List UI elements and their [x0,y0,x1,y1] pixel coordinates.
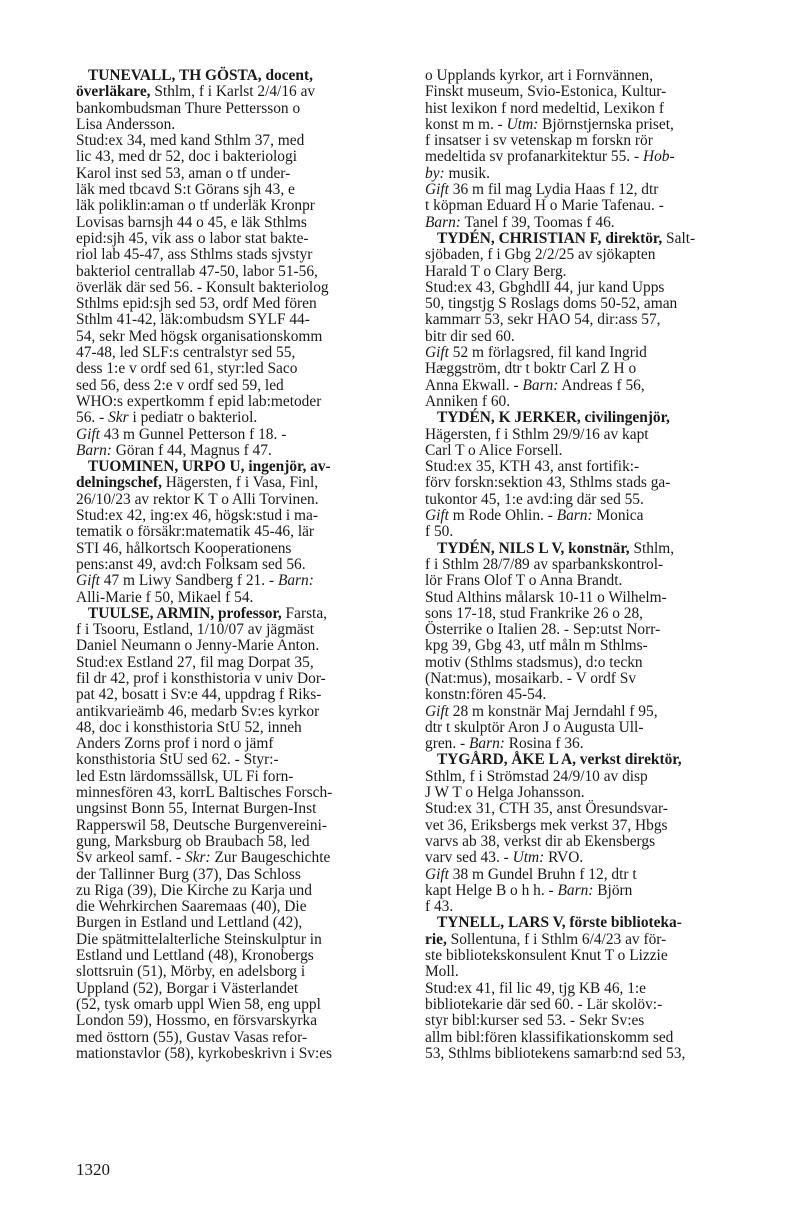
text-run: ste bibliotekskonsulent Knut T o Lizzie [425,947,668,965]
italic-label: Barn: [277,572,314,590]
text-run: lör Frans Olof T o Anna Brandt. [425,572,623,590]
entry-text-line [76,997,400,1013]
text-run: dtr t skulptör Aron J o Augusta Ull- [425,718,644,736]
italic-label: Gift [425,181,449,199]
entry-heading: TYDÉN, NILS L V, konstnär, [437,539,630,557]
entry-text-line [76,345,400,361]
entry-text-line [425,785,748,801]
entry-heading: TYDÉN, K JERKER, civilingenjör, [437,409,670,427]
text-run: pens:anst 49, avd:ch Folksam sed 56. [76,555,306,573]
text-run: med östtorn (55), Gustav Vasas refor- [76,1028,308,1046]
text-run: konsthistoria StU sed 62. - Styr:- [76,751,279,769]
text-run: 56. - [76,409,109,427]
entry-text-line [76,182,400,198]
entry-text-line [425,345,748,361]
text-run: 26/10/23 av rektor K T o Alli Torvinen. [76,490,319,508]
text-run: Burgen in Estland und Lettland (42), [76,914,303,932]
entry-text-line [425,117,748,133]
bold-term: rie, [425,930,447,948]
text-run: zu Riga (39), Die Kirche zu Karja und [76,881,312,899]
entry-text-line [425,671,748,687]
entry-text-line [425,801,748,817]
entry-text-line [425,149,748,165]
entry-text-line [425,1046,748,1062]
text-run: f insatser i sv vetenskap m forskn rör [425,132,653,150]
text-run: kapt Helge B o h h. - [425,881,558,899]
text-run: Stud:ex 31, CTH 35, anst Öresundsvar- [425,800,668,818]
text-run: Andreas f 56, [558,376,645,394]
text-run: Anders Zorns prof i nord o jämf [76,735,274,753]
entry-text-line [76,850,400,866]
entry-text-line [76,867,400,883]
entry-text-line [425,329,748,345]
text-run: Lovisas barnsjh 44 o 45, e läk Sthlms [76,213,307,231]
entry-text-line [425,182,748,198]
entry-text-line [425,427,748,443]
entry-text-line [425,590,748,606]
text-run: London 59), Hossmo, en försvarskyrka [76,1012,318,1030]
text-run: m Rode Ohlin. - [448,507,557,525]
text-run: Die spätmittelalterliche Steinskulptur in [76,930,322,948]
text-run: vet 36, Eriksbergs mek verkst 37, Hbgs [425,816,668,834]
entry-text-line [76,785,400,801]
entry-text-line [76,247,400,263]
entry-text-line [76,198,400,214]
text-run: 53, Sthlms bibliotekens samarb:nd sed 53, [425,1044,686,1062]
entry-text-line [425,264,748,280]
text-run: Finskt museum, Svio-Estonica, Kultur- [425,83,667,101]
entry-text-line [425,443,748,459]
text-run: Tanel f 39, Toomas f 46. [460,213,615,231]
text-run: i pediatr o bakteriol. [128,409,258,427]
entry-heading-tail: Salt- [662,229,696,247]
text-run: Hägersten, f i Vasa, Finl, [161,474,319,492]
entry-text-line [76,394,400,410]
entry-text-line [425,247,748,263]
text-run: 28 m konstnär Maj Jerndahl f 95, [448,702,658,720]
text-run: Stud:ex 41, fil lic 49, tjg KB 46, 1:e [425,979,647,997]
text-run: der Tallinner Burg (37), Das Schloss [76,865,301,883]
text-run: minnesfören 43, korrL Baltisches Forsch- [76,784,333,802]
italic-label: Gift [76,425,100,443]
entry-text-line [76,280,400,296]
text-run: Estland und Lettland (48), Kronobergs [76,947,314,965]
text-run: Daniel Neumann o Jenny-Marie Anton. [76,637,320,655]
text-run: Hägersten, f i Sthlm 29/9/16 av kapt [425,425,649,443]
entry-heading: TYDÉN, CHRISTIAN F, direktör, [437,229,663,247]
entry-text-line [425,166,748,182]
entry-text-line [425,475,748,491]
text-run: bitr dir sed 60. [425,327,515,345]
text-run: 47 m Liwy Sandberg f 21. - [99,572,278,590]
entry-text-line [425,312,748,328]
entry-text-line [76,590,400,606]
text-run: Sv arkeol samf. - [76,849,185,867]
entry-text-line [425,573,748,589]
text-run: Björn [593,881,633,899]
text-run: Anna Ekwall. - [425,376,523,394]
entry-text-line [76,149,400,165]
text-run: f i Tsooru, Estland, 1/10/07 av jägmäst [76,621,315,639]
entry-text-line [76,475,400,491]
text-run: Stud:ex 42, ing:ex 46, högsk:stud i ma- [76,507,318,525]
entry-heading-line [425,541,748,557]
italic-label: Skr: [185,849,211,867]
entry-text-line [425,948,748,964]
entry-text-line [76,215,400,231]
text-run: Stud Althins målarsk 10-11 o Wilhelm- [425,588,667,606]
text-run: hist lexikon f nord medeltid, Lexikon f [425,99,664,117]
text-run: Björnstjernska priset, [538,115,674,133]
italic-label: Utm: [512,849,545,867]
italic-label: Gift [425,865,449,883]
text-run: (Nat:mus), mosaikarb. - V ordf Sv [425,669,637,687]
entry-text-line [76,101,400,117]
text-run: Anniken f 60. [425,392,511,410]
entry-text-line [76,166,400,182]
entry-text-line [76,720,400,736]
text-run: die Wehrkirchen Saaremaas (40), Die [76,898,307,916]
text-run: musik. [444,164,490,182]
text-run: Zur Baugeschichte [210,849,331,867]
entry-text-line [76,883,400,899]
italic-label: Gift [76,572,100,590]
entry-heading-line [76,459,400,475]
entry-text-line [425,622,748,638]
text-run: varvs ab 38, verkst dir ab Ekensbergs [425,832,656,850]
entry-text-line [76,899,400,915]
text-run: Moll. [425,963,459,981]
entry-heading-line [425,915,748,931]
entry-text-line [425,492,748,508]
entry-text-line [425,394,748,410]
entry-heading: TUOMINEN, URPO U, ingenjör, av- [88,458,331,476]
text-run: motiv (Sthlms stadsmus), d:o teckn [425,653,643,671]
text-run: Stud:ex 43, GbghdlI 44, jur kand Upps [425,278,665,296]
entry-heading-line [425,752,748,768]
italic-label: Barn: [425,213,461,231]
text-run: Carl T o Alice Forsell. [425,441,563,459]
entry-text-line [76,312,400,328]
text-run: sed 56, dess 2:e v ordf sed 59, led [76,376,284,394]
text-run: styr bibl:kurser sed 53. - Sekr Sv:es [425,1012,645,1030]
text-run: bibliotekarie där sed 60. - Lär skolöv:- [425,995,663,1013]
text-run: Lisa Andersson. [76,115,176,133]
entry-text-line [425,655,748,671]
entry-text-line [425,932,748,948]
entry-text-line [76,801,400,817]
text-run: Göran f 44, Magnus f 47. [111,441,272,459]
entry-text-line [425,899,748,915]
entry-text-line [425,638,748,654]
text-run: gung, Marksburg ob Braubach 58, led [76,832,310,850]
entry-text-line [76,948,400,964]
page-number: 1320 [76,1160,110,1179]
entry-text-line [76,84,400,100]
entry-text-line [425,704,748,720]
text-run: varv sed 43. - [425,849,513,867]
entry-text-line [76,329,400,345]
entry-heading-line [76,68,400,84]
entry-text-line [425,1013,748,1029]
text-run: konst m m. - [425,115,507,133]
entry-text-line [425,850,748,866]
entry-text-line [425,720,748,736]
entry-text-line [76,443,400,459]
text-run: 47-48, led SLF:s centralstyr sed 55, [76,344,296,362]
text-run: Monica [592,507,644,525]
entry-text-line [76,981,400,997]
entry-text-line [76,264,400,280]
entry-text-line [76,736,400,752]
entry-text-line [425,557,748,573]
text-run: 36 m fil mag Lydia Haas f 12, dtr [448,181,659,199]
text-run: f i Sthlm 28/7/89 av sparbankskontrol- [425,555,664,573]
entry-text-line [425,68,748,84]
text-run: 52 m förlagsred, fil kand Ingrid [448,344,647,362]
biography-entry [76,68,400,459]
text-run: f 50. [425,523,454,541]
entry-heading: TUNEVALL, TH GÖSTA, docent, [88,67,313,84]
text-run: mationstavlor (58), kyrkobeskrivn i Sv:es [76,1044,333,1062]
text-run: Hæggström, dtr t boktr Carl Z H o [425,360,637,378]
entry-text-line [76,622,400,638]
entry-text-line [425,769,748,785]
entry-text-line [425,459,748,475]
text-run: J W T o Helga Johansson. [425,784,585,802]
entry-text-line [425,378,748,394]
text-run: (52, tysk omarb uppl Wien 58, eng uppl [76,995,321,1013]
text-run: kpg 39, Gbg 43, utf måln m Sthlms- [425,637,648,655]
biography-entry [425,231,748,410]
bold-term: delningschef, [76,474,162,492]
text-run: WHO:s expertkomm f epid lab:metoder [76,392,322,410]
entry-text-line [76,296,400,312]
entry-text-line [76,704,400,720]
entry-text-line [76,557,400,573]
text-run: Karol inst sed 53, aman o tf under- [76,164,291,182]
entry-text-line [425,280,748,296]
entry-text-line [76,508,400,524]
text-run: Rapperswil 58, Deutsche Burgenvereini- [76,816,328,834]
entry-text-line [76,932,400,948]
entry-heading-line [425,410,748,426]
biography-entry [425,410,748,540]
italic-label: Hob- [642,148,675,166]
entry-text-line [76,492,400,508]
text-run: sjöbaden, f i Gbg 2/2/25 av sjökapten [425,246,656,264]
entry-heading-line [76,606,400,622]
entry-text-line [425,198,748,214]
entry-heading-tail: Sthlm, [629,539,675,557]
entry-text-line [76,524,400,540]
entry-text-line [76,541,400,557]
text-run: 43 m Gunnel Petterson f 18. - [99,425,287,443]
italic-label: Barn: [557,881,594,899]
biography-entry [425,915,748,1062]
entry-text-line [76,1046,400,1062]
entry-text-line [425,818,748,834]
text-run: Sthlm 41-42, läk:ombudsm SYLF 44- [76,311,310,329]
entry-text-line [76,638,400,654]
entry-text-line [76,231,400,247]
entry-text-line [425,964,748,980]
entry-text-line [76,117,400,133]
entry-text-line [76,427,400,443]
entry-text-line [76,818,400,834]
italic-label: Skr [108,409,129,427]
italic-label: Barn: [76,441,112,459]
entry-text-line [76,915,400,931]
entry-text-line [76,687,400,703]
text-run: bankombudsman Thure Pettersson o [76,99,301,117]
entry-text-line [76,964,400,980]
text-run: Uppland (52), Borgar i Västerlandet [76,979,299,997]
entry-text-line [425,981,748,997]
entry-text-line [425,508,748,524]
text-run: lic 43, med dr 52, doc i bakteriologi [76,148,297,166]
italic-label: Barn: [556,507,593,525]
entry-text-line [76,834,400,850]
entry-text-line [425,997,748,1013]
text-run: riol lab 45-47, ass Sthlms stads sjvstyr [76,246,313,264]
text-run: 54, sekr Med högsk organisationskomm [76,327,323,345]
entry-text-line [76,133,400,149]
entry-text-line [76,361,400,377]
entry-text-line [76,671,400,687]
bold-term: överläkare, [76,83,151,101]
text-run: Sthlm, f i Strömstad 24/9/10 av disp [425,767,648,785]
entry-text-line [76,769,400,785]
entry-heading-line [425,231,748,247]
entry-text-line [425,867,748,883]
text-run: ungsinst Bonn 55, Internat Burgen-Inst [76,800,317,818]
text-run: förv forskn:sektion 43, Sthlms stads ga- [425,474,671,492]
entry-text-line [76,655,400,671]
entry-text-line [76,1013,400,1029]
text-run: 38 m Gundel Bruhn f 12, dtr t [448,865,637,883]
text-run: överläk där sed 56. - Konsult bakteriolog [76,278,329,296]
entry-text-line [76,573,400,589]
biography-entry [425,68,748,231]
text-run: läk poliklin:aman o tf underläk Kronpr [76,197,315,215]
entry-heading-tail: Farsta, [281,604,328,622]
biography-entry [76,606,400,1062]
biography-entry [425,541,748,753]
text-run: Harald T o Clary Berg. [425,262,567,280]
text-run: Sollentuna, f i Sthlm 6/4/23 av för- [446,930,667,948]
text-run: dess 1:e v ordf sed 61, styr:led Saco [76,360,298,378]
entry-heading: TYGÅRD, ÅKE L A, verkst direktör, [437,751,682,769]
entry-text-line [425,736,748,752]
entry-text-line [425,883,748,899]
italic-label: Utm: [506,115,539,133]
text-run: fil dr 42, prof i konsthistoria v univ Dor- [76,669,326,687]
italic-label: Barn: [522,376,559,394]
entry-text-line [425,296,748,312]
entry-text-line [76,378,400,394]
entry-text-line [76,752,400,768]
text-run: Stud:ex Estland 27, fil mag Dorpat 35, [76,653,314,671]
text-run: slottsruin (51), Mörby, en adelsborg i [76,963,306,981]
italic-label: Gift [425,507,449,525]
entry-text-line [425,84,748,100]
text-run: 50, tingstjg S Roslags doms 50-52, aman [425,295,678,313]
text-run: 48, doc i konsthistoria StU 52, inneh [76,718,302,736]
text-run: f 43. [425,898,454,916]
biography-entry [76,459,400,606]
entry-text-line [425,133,748,149]
text-run: konstn:fören 45-54. [425,686,547,704]
text-run: sons 17-18, stud Frankrike 26 o 28, [425,604,644,622]
entry-text-line [425,101,748,117]
entry-text-line [425,524,748,540]
entry-heading: TUULSE, ARMIN, professor, [88,604,282,622]
text-run: led Estn lärdomssällsk, UL Fi forn- [76,767,294,785]
text-run: läk med tbcavd S:t Görans sjh 43, e [76,181,295,199]
text-run: Alli-Marie f 50, Mikael f 54. [76,588,254,606]
left-column [76,68,400,1062]
text-run: antikvarieämb 46, medarb Sv:es kyrkor [76,702,320,720]
entry-text-line [76,410,400,426]
text-run: allm bibl:fören klassifikationskomm sed [425,1028,674,1046]
entry-text-line [76,1030,400,1046]
text-run: tematik o försäkr:matematik 45-46, lär [76,523,315,541]
entry-text-line [425,606,748,622]
italic-label: Gift [425,344,449,362]
text-run: STI 46, hålkortsch Kooperationens [76,539,292,557]
text-run: bakteriol centrallab 47-50, labor 51-56, [76,262,318,280]
text-run: Stud:ex 34, med kand Sthlm 37, med [76,132,305,150]
entry-text-line [425,687,748,703]
biography-entry [425,752,748,915]
entry-heading: TYNELL, LARS V, förste biblioteka- [437,914,682,932]
text-run: t köpman Eduard H o Marie Tafenau. - [425,197,664,215]
text-run: Sthlm, f i Karlst 2/4/16 av [150,83,316,101]
entry-text-line [425,834,748,850]
entry-text-line [425,361,748,377]
text-run: RVO. [544,849,584,867]
text-run: Österrike o Italien 28. - Sep:utst Norr- [425,621,661,639]
text-run: kammarr 53, sekr HAO 54, dir:ass 57, [425,311,661,329]
text-run: gren. - [425,735,470,753]
italic-label: Gift [425,702,449,720]
text-run: Sthlms epid:sjh sed 53, ordf Med fören [76,295,317,313]
italic-label: Barn: [469,735,505,753]
text-run: tukontor 45, 1:e avd:ing där sed 55. [425,490,644,508]
entry-text-line [425,215,748,231]
text-run: Rosina f 36. [504,735,584,753]
text-run: o Upplands kyrkor, art i Fornvännen, [425,67,654,84]
text-run: Stud:ex 35, KTH 43, anst fortifik:- [425,458,640,476]
italic-label: by: [425,164,445,182]
right-column [425,68,748,1062]
text-run: pat 42, bosatt i Sv:e 44, uppdrag f Riks- [76,686,322,704]
entry-text-line [425,1030,748,1046]
text-run: epid:sjh 45, vik ass o labor stat bakte- [76,229,309,247]
text-run: medeltida sv profanarkitektur 55. - [425,148,643,166]
